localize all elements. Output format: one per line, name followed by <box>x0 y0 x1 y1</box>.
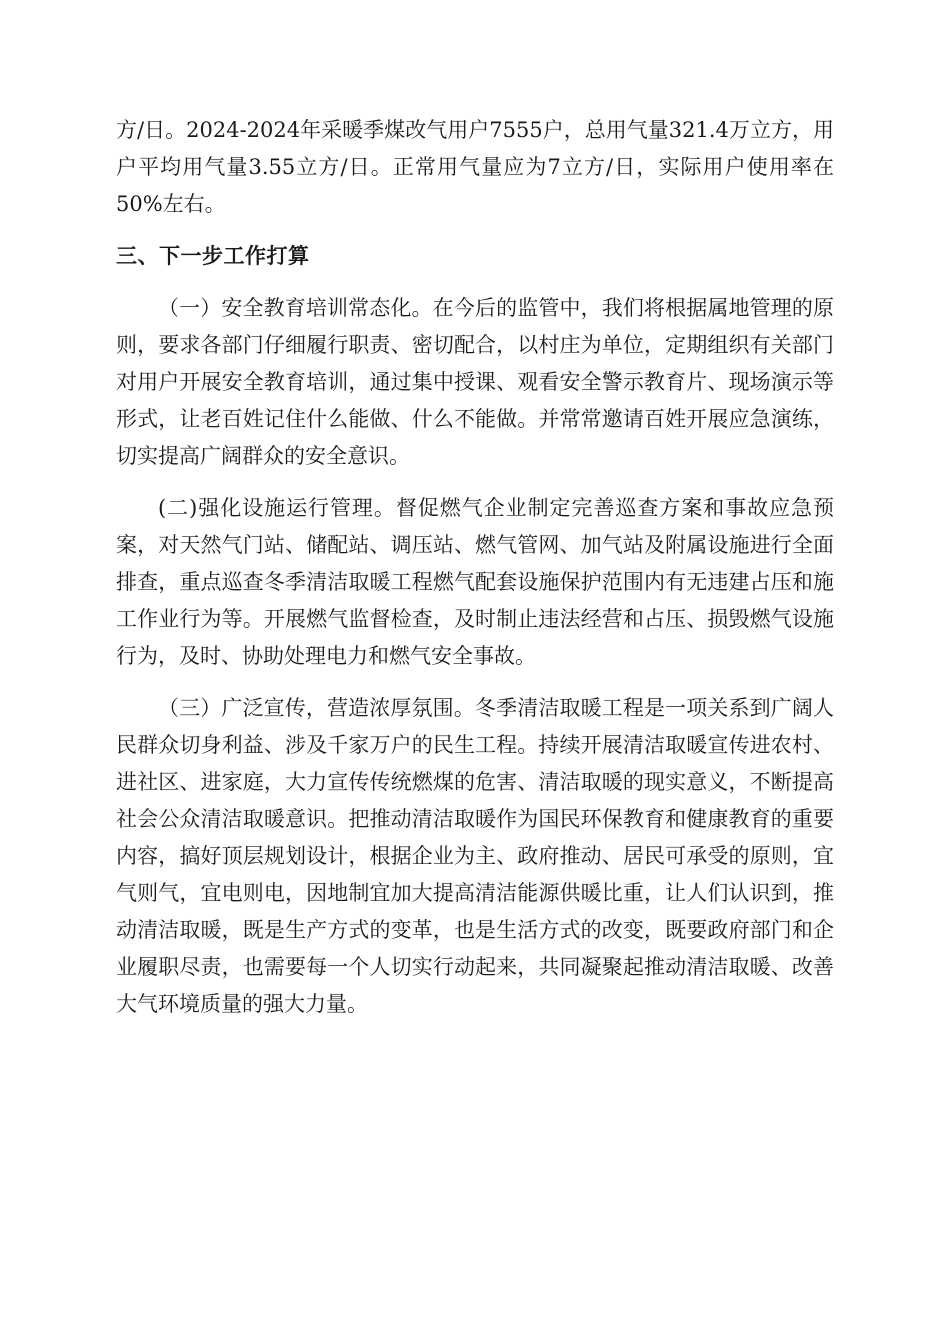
section-heading: 三、下一步工作打算 <box>116 244 310 268</box>
paragraph-safety-training: （一）安全教育培训常态化。在今后的监管中，我们将根据属地管理的原则，要求各部门仔细履行职责、密切配合，以村庄为单位，定期组织有关部门对用户开展安全教育培训，通过集中授课、观看安全警示教育片、现场演示等形式，让老百姓记住什么能做、什么不能做。并常常邀请百姓开展应急演练，切实提高广阔群众的安全意识。 <box>116 296 834 468</box>
document-body <box>116 112 834 1023</box>
paragraph-facility-management: (二)强化设施运行管理。督促燃气企业制定完善巡查方案和事故应急预案，对天然气门站、储配站、调压站、燃气管网、加气站及附属设施进行全面排查，重点巡查冬季清洁取暖工程燃气配套设施保护范围内有无违建占压和施工作业行为等。开展燃气监督检查，及时制止违法经营和占压、损毁燃气设施行为，及时、协助处理电力和燃气安全事故。 <box>116 496 834 668</box>
intro-paragraph: 方/日。2024-2024年采暖季煤改气用户7555户，总用气量321.4万立方，用户平均用气量3.55立方/日。正常用气量应为7立方/日，实际用户使用率在50%左右。 <box>116 118 834 216</box>
paragraph-publicity: （三）广泛宣传，营造浓厚氛围。冬季清洁取暖工程是一项关系到广阔人民群众切身利益、涉及千家万户的民生工程。持续开展清洁取暖宣传进农村、进社区、进家庭，大力宣传传统燃煤的危害、清洁取暖的现实意义，不断提高社会公众清洁取暖意识。把推动清洁取暖作为国民环保教育和健康教育的重要内容，搞好顶层规划设计，根据企业为主、政府推动、居民可承受的原则，宜气则气，宜电则电，因地制宜加大提高清洁能源供暖比重，让人们认识到，推动清洁取暖，既是生产方式的变革，也是生活方式的改变，既要政府部门和企业履职尽责，也需要每一个人切实行动起来，共同凝聚起推动清洁取暖、改善大气环境质量的强大力量。 <box>116 696 834 1016</box>
